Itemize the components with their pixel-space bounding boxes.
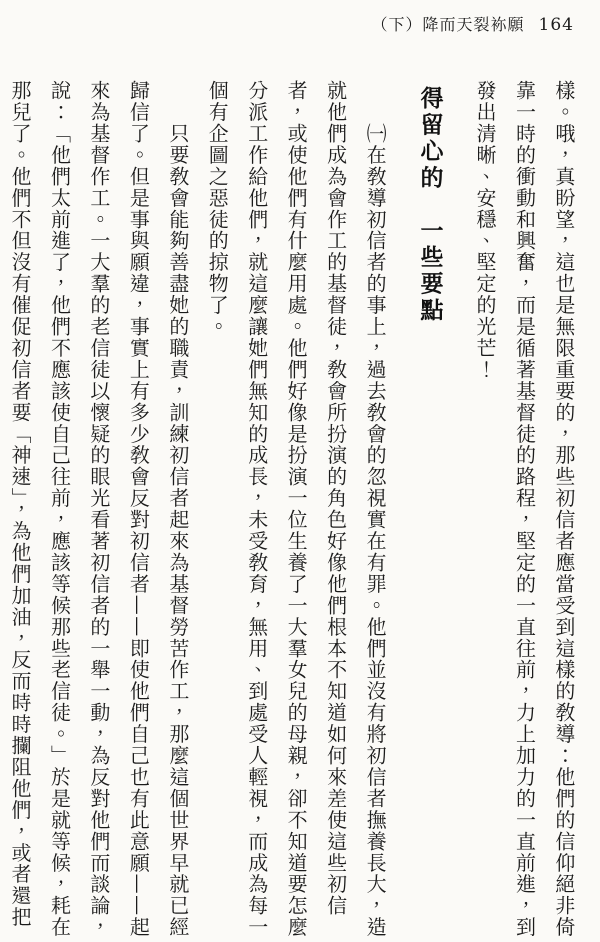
text-column: 發出清晰、安穩、堅定的光芒！ (472, 80, 497, 381)
section-title: 得留心的 一些要點 (416, 86, 444, 325)
text-column: ㈠在敎導初信者的事上，過去敎會的忽視實在有罪。他們並沒有將初信者撫養長大，造 (363, 80, 388, 938)
text-column: 靠一時的衝動和興奮，而是循著基督徒的路程，堅定的一直往前，力上加力的一直前進，到 (512, 80, 537, 938)
text-column: 來為基督作工。一大羣的老信徒以懷疑的眼光看著初信者的一舉一動，為反對他們而談論， (86, 80, 111, 938)
running-title: （下）降而天裂袮願 (371, 15, 525, 34)
text-column: 只要敎會能夠善盡她的職責，訓練初信者起來為基督勞苦作工，那麼這個世界早就已經 (165, 80, 190, 938)
text-column: 說：「他們太前進了，他們不應該使自己往前，應該等候那些老信徒。」於是就等候，耗在 (47, 80, 72, 938)
text-column: 那兒了。他們不但沒有催促初信者要「神速」，為他們加油，反而時時攔阻他們，或者還把 (8, 80, 32, 928)
text-column: 歸信了。但是事與願違，事實上有多少敎會反對初信者——即使他們自己也有此意願——起 (126, 80, 151, 938)
text-body (10, 80, 574, 938)
text-column: 樣。哦，真盼望，這也是無限重要的，那些初信者應當受到這樣的敎導：他們的信仰絕非倚 (551, 80, 576, 938)
text-column: 就他們成為會作工的基督徒，敎會所扮演的角色好像他們根本不知道如何來差使這些初信 (323, 80, 348, 917)
page-number: 164 (538, 15, 574, 35)
text-column: 者，或使他們有什麼用處。他們好像是扮演一位生養了一大羣女兒的母親，卻不知道要怎麼 (284, 80, 309, 938)
text-column: 個有企圖之惡徒的掠物了。 (205, 80, 230, 338)
page-header (372, 12, 574, 35)
text-column: 分派工作給他們，就這麼讓她們無知的成長，未受敎育，無用、到處受人輕視，而成為每一 (244, 80, 269, 938)
